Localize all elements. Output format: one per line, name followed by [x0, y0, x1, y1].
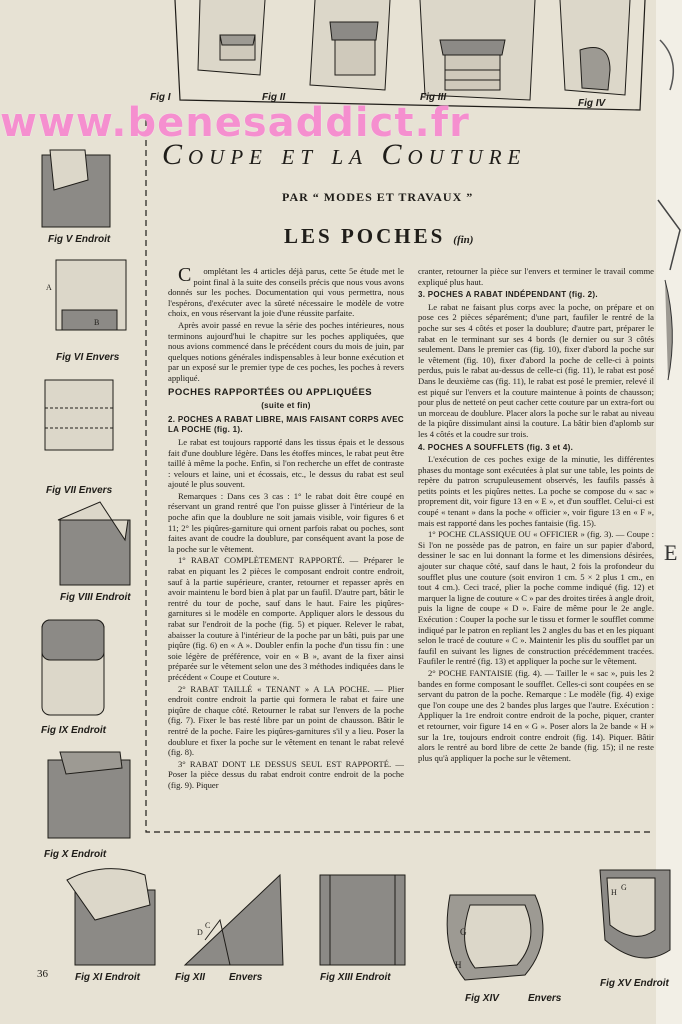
fig14-label: Fig XIV [465, 993, 499, 1004]
fig11-label: Fig XI Endroit [75, 972, 140, 983]
bottom-figures-illustration [55, 860, 675, 990]
fig12-label: Fig XII [175, 972, 205, 983]
svg-text:E: E [664, 540, 678, 565]
left-text-column [168, 266, 404, 836]
paragraph: Après avoir passé en revue la série des poches intérieures, nous terminons aujourd'hui le chapitre sur les poches appliquées, que nous avions commencé dans le précédent cours du mois de juin, par quelques notions générales indispensables à leur bonne exécution et par un exposé sur le premier type de ces poches, les poches à revers appliqué. [168, 319, 404, 383]
page-title: Coupe et la Couture [162, 138, 527, 171]
fig5-label: Fig V Endroit [48, 234, 111, 245]
svg-text:H: H [455, 960, 462, 970]
section-heading-note: (suite et fin) [261, 401, 311, 411]
watermark: www.benesaddict.fr [0, 100, 470, 146]
svg-text:A: A [46, 283, 52, 292]
fig6-label: Fig VI Envers [56, 352, 120, 363]
paragraph: Le rabat est toujours rapporté dans les tissus épais et le dessous fait d'une doublure légère. Dans les étoffes minces, le rabat peut être taillé à même la poche. Enfin, si l'on recherche un effet de contraste : velours et laine, uni et écossais, etc., le dessus du rabat est seul ajouté le plus souvent. [168, 436, 404, 490]
fig13-label: Fig XIII Endroit [320, 972, 391, 983]
paragraph: 2° POCHE FANTAISIE (fig. 4). — Tailler le « sac », puis les 2 bandes en forme composant le soufflet. Celles-ci sont coupées en se servant du patron de la poche. Remarque : Le modèle (fig. 4) exige que l'on coupe une des 2 bandes plus larges que l'autre. Exécution : Appliquer la 1re endroit contre endroit de la poche, piquer, cranter et retourner, voir figure 14 en « G ». Poser alors la 2e bande « H » sur la 1re, toujours endroit contre endroit (fig. 14). Piquer. Bâtir alors le rentré au bord libre de cette 2e bande (fig. 15); il ne reste plus qu'à appliquer la poche sur le vêtement. [418, 667, 654, 763]
svg-text:D: D [197, 928, 203, 937]
fig3-label: Fig III [420, 92, 447, 103]
paragraph: Le rabat ne faisant plus corps avec la poche, on prépare et on pose ces 2 pièces séparément; d'une part, faufiler le rentré de la poche sur ses 4 côtés et poser la doublure; d'autre part, préparer le rabat en le terminant sur ses 4 bords (le dernier ou sur 3 côtés seulement. Dans le premier cas (fig. 10), fixer d'abord la poche sur le vêtement (fig. 10), fixer d'abord la poche de celle-ci à points perdus, puis le rabat au-dessus de celle-ci (fig. 11), le rabat est posé Dans le deuxième cas (fig. 11), le rabat est posé le premier, relevé il est piqué sur l'envers et la couture maintenue à points de chausson; pour plus de netteté on peut cacher cette couture par un extra-fort ou un morceau de doublure. Placer alors la poche sur le rabat au niveau de la piqûre dissimulant ainsi la couture. La bâtir bien d'aplomb sur les 4 côtés et la coudre sur trois. [418, 301, 654, 439]
svg-text:C: C [205, 921, 211, 930]
fig14-side-label: Envers [528, 993, 562, 1004]
fig4-label: Fig IV [578, 98, 606, 109]
intro-paragraph: Complétant les 4 articles déjà parus, cette 5e étude met le point final à la suite des conseils précis que nous vous avons donnés sur les poches. Documentation qui vous permettra, nous l'espérons, d'exécuter avec la sûreté nécessaire le modèle de votre choix, en vous réservant la joie d'une réussite parfaite. [168, 266, 404, 319]
byline: PAR “ MODES ET TRAVAUX ” [282, 190, 474, 204]
page-number: 36 [37, 968, 48, 980]
right-text-column [418, 266, 654, 836]
svg-text:B: B [94, 318, 100, 327]
svg-text:G: G [460, 927, 467, 937]
fig10-label: Fig X Endroit [44, 849, 107, 860]
subtitle-note: (fin) [453, 234, 474, 246]
fig15-label: Fig XV Endroit [600, 978, 669, 989]
fig8-label: Fig VIII Endroit [60, 592, 131, 603]
section-heading: POCHES RAPPORTÉES OU APPLIQUÉES [168, 386, 373, 398]
paragraph: 1° POCHE CLASSIQUE OU « OFFICIER » (fig. 3). — Coupe : Si l'on ne possède pas de patron, en faire un sur papier d'abord, dessiner le sac en lui donnant la forme et les dimensions désirées, ajouter sur chaque côté, sauf dans le haut, 2 fois la profondeur du soufflet plus une couture (soit environ 1 cm. 5 × 2 plus 1 cm., en tout 4 cm.). Ceci tracé, plier la poche comme indiqué (fig. 12) et marquer la ligne de couture « C » par des droites tirées à angle droit, puis la ligne de coupe « D ». Faire de même pour le 2e angle. Exécution : Couper la poche sur le tissu et former le soufflet comme indiqué par le patron en repliant les 2 angles du bas et en les piquant selon le tracé de couture « C ». Maintenir les plis du soufflet par un faufil en suivant les lignes de construction précédemment tracées. Faufiler le rentré (fig. 13) et appliquer la poche sur le vêtement. [418, 529, 654, 667]
fig2-label: Fig II [262, 92, 286, 103]
article-subtitle [284, 224, 473, 249]
paragraph: 2° RABAT TAILLÉ « TENANT » A LA POCHE. — Plier endroit contre endroit la partie qui formera le rabat et faire une piqûre de chaque côté. Retourner le rabat sur l'envers de la poche (fig. 7). Fixer le bas resté libre par un point de chausson. Bâtir le rentré de la poche. Faire les piqûres-garnitures s'il y a lieu. Poser la doublure et fixer la poche sur le vêtement en tenant le rabat relevé (fig. 8). [168, 683, 404, 758]
fig12-side-label: Envers [229, 972, 263, 983]
subsection-heading: 4. POCHES A SOUFFLETS (fig. 3 et 4). [418, 442, 574, 452]
subsection-heading: 3. POCHES A RABAT INDÉPENDANT (fig. 2). [418, 290, 598, 300]
paragraph: L'exécution de ces poches exige de la minutie, les différentes phases du montage sont exécutées à plat sur une table, les points de repère du patron scrupuleusement observés, les faufils passés à petits points et les piqûres nettes. La poche se compose du « sac » proprement dit, voir figure 13 en « E », et d'un soufflet. Celui-ci est coupé « tenant » dans la poche « officier », voir figure 13 en « F », mais est rapporté dans les poches fantaisie (fig. 15). [418, 454, 654, 528]
subsection-heading: 2. POCHES A RABAT LIBRE, MAIS FAISANT CORPS AVEC LA POCHE (fig. 1). [168, 414, 404, 435]
fig1-label: Fig I [150, 92, 171, 103]
left-figures-illustration [30, 140, 150, 860]
fig9-label: Fig IX Endroit [41, 725, 106, 736]
fig7-label: Fig VII Envers [46, 485, 113, 496]
paragraph: Remarques : Dans ces 3 cas : 1° le rabat doit être coupé en réservant un grand rentré que l'on puisse glisser à l'intérieur de la poche afin que la doublure ne soit jamais visible, voir figures 6 et 11; 2° les piqûres-garniture qui ornent parfois rabat ou poches, sont faites avant de coudre la doublure, par conséquent avant la pose de la poche sur le vêtement. [168, 490, 404, 554]
paragraph: cranter, retourner la pièce sur l'envers et terminer le travail comme expliqué plus haut. [418, 266, 654, 287]
svg-text:G: G [621, 883, 627, 892]
paragraph: 3° RABAT DONT LE DESSUS SEUL EST RAPPORTÉ. — Poser la pièce dessus du rabat endroit contre endroit de la poche (fig. 9). Piquer [168, 758, 404, 790]
svg-text:H: H [611, 888, 617, 897]
subtitle-text: LES POCHES [284, 224, 446, 248]
paragraph: 1° RABAT COMPLÈTEMENT RAPPORTÉ. — Préparer le rabat en piquant les 2 pièces le composant endroit contre endroit, sauf à la partie supérieure, cranter, retourner et repasser après en avoir maintenu le bord bien à plat par un faufil. D'autre part, bâtir le rentré du tour de poche, sauf dans le haut. Faire les piqûres-garnitures si le modèle en comporte. Appliquer alors le dessous du rabat sur l'endroit de la poche (fig. 5) et piquer. Relever le rabat, abaisser la couture à l'intérieur de la poche par un bâti, puis par une piqûre (fig. 6) en « A ». Doubler enfin la poche d'un tissu fin : une soie légère de préférence, voir en « B », avant de la fixer ainsi préparée sur le vêtement selon une des 3 méthodes indiquées dans le précédent « Coupe et Couture ». [168, 555, 404, 682]
